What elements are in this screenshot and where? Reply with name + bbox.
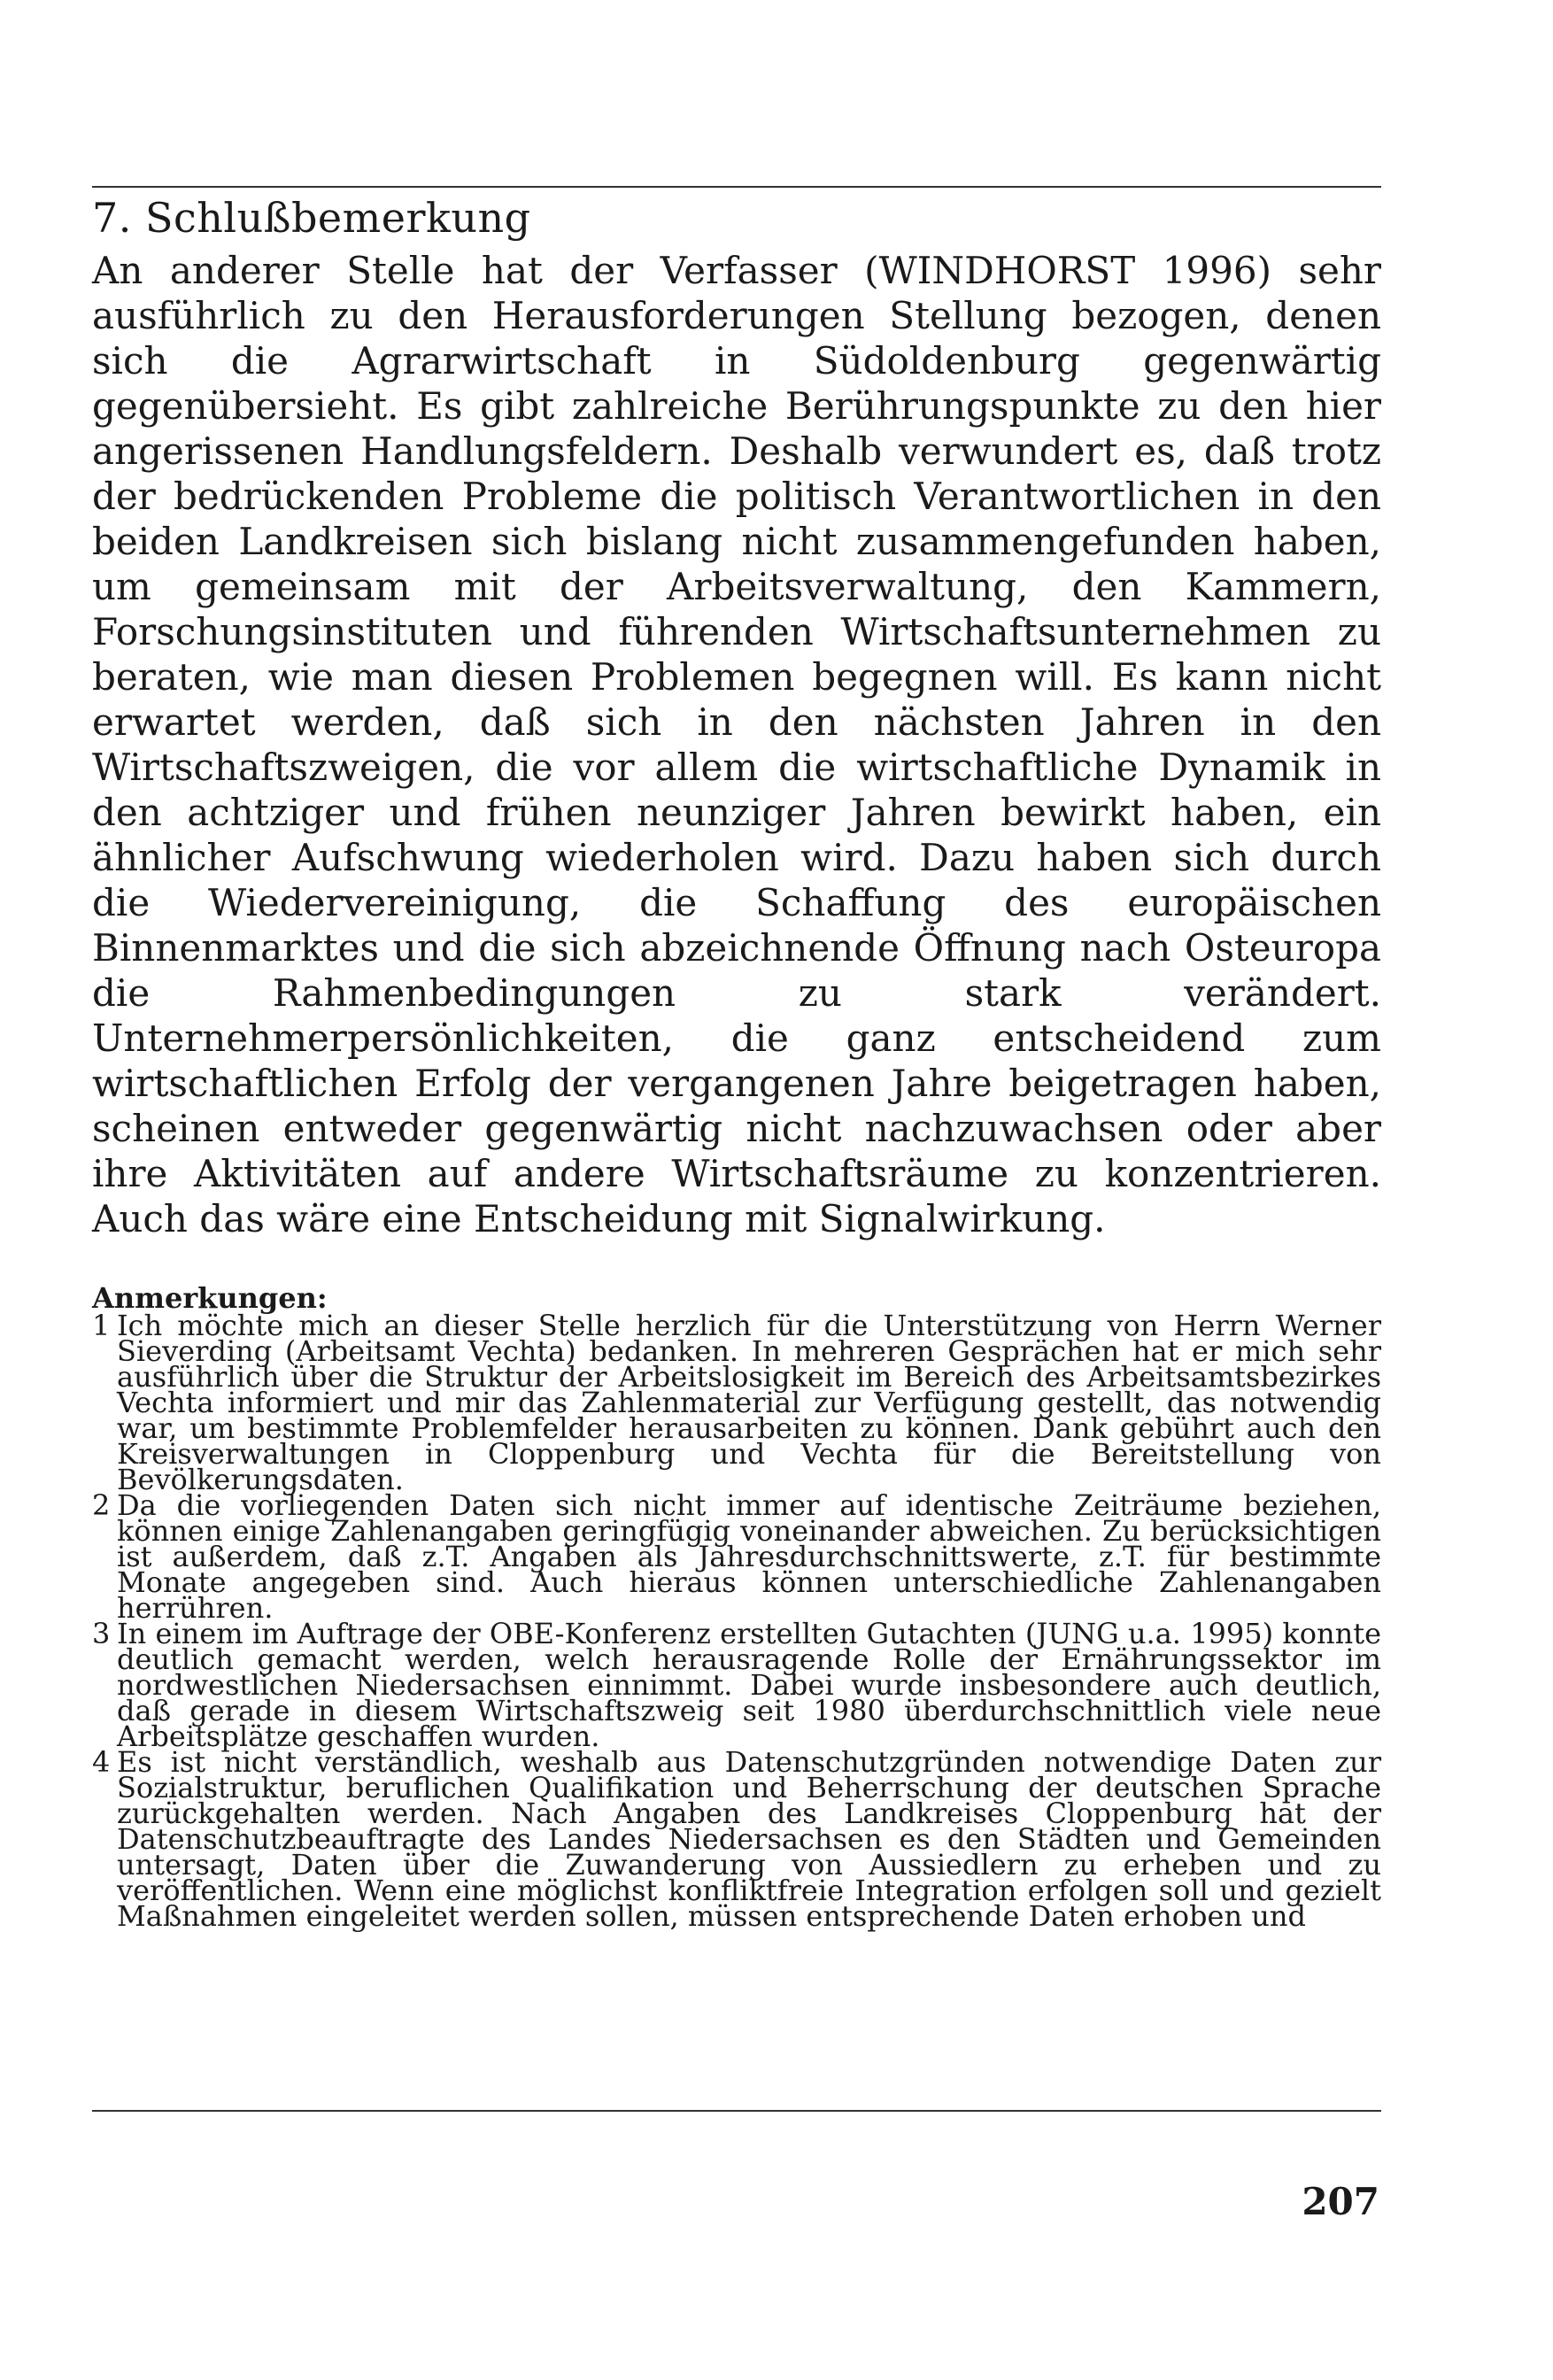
section-body-text: An anderer Stelle hat der Verfasser (WINDHORST 1996) sehr ausführlich zu den Herausforderungen Stellung bezogen, denen sich die Agrarwirtschaft in Südoldenburg gegenwärtig gegenübersieht. Es gibt zahlreiche Berührungspunkte zu den hier angerissenen Handlungsfeldern. Deshalb verwundert es, daß trotz der bedrückenden Probleme die politisch Verantwortlichen in den beiden Landkreisen sich bislang nicht zusammengefunden haben, um gemeinsam mit der Arbeitsverwaltung, den Kammern, Forschungsinstituten und führenden Wirtschaftsunternehmen zu beraten, wie man diesen Problemen begegnen will. Es kann nicht erwartet werden, daß sich in den nächsten Jahren in den Wirtschaftszweigen, die vor allem die wirtschaftliche Dynamik in den achtziger und frühen neunziger Jahren bewirkt haben, ein ähnlicher Aufschwung wiederholen wird. Dazu haben sich durch die Wiedervereinigung, die Schaffung des europäischen Binnenmarktes und die sich abzeichnende Öffnung nach Osteuropa die Rahmenbedingungen zu stark verändert. Unternehmerpersönlichkeiten, die ganz entscheidend zum wirtschaftlichen Erfolg der vergangenen Jahre beigetragen haben, scheinen entweder gegenwärtig nicht nachzuwachsen oder aber ihre Aktivitäten auf andere Wirtschaftsräume zu konzentrieren. Auch das wäre eine Entscheidung mit Signalwirkung. (92, 249, 1381, 1240)
section-title: 7. Schlußbemerkung (92, 194, 531, 242)
footnote-1 (92, 1309, 1381, 1496)
footnote-text: Ich möchte mich an dieser Stelle herzlich für die Unterstützung von Herrn Werner Sieverding (Arbeitsamt Vechta) bedanken. In mehreren Gesprächen hat er mich sehr ausführlich über die Struktur der Arbeitslosigkeit im Bereich des Arbeitsamtsbezirkes Vechta informiert und mir das Zahlenmaterial zur Verfügung gestellt, das notwendig war, um bestimmte Problemfelder herausarbeiten zu können. Dank gebührt auch den Kreisverwaltungen in Cloppenburg und Vechta für die Bereitstellung von Bevölkerungsdaten. (117, 1309, 1381, 1496)
footnote-4 (92, 1745, 1381, 1933)
footnote-number: 2 (92, 1488, 111, 1522)
page-number: 207 (1302, 2180, 1379, 2223)
footnotes-heading: Anmerkungen: (92, 1281, 328, 1315)
footnote-number: 3 (92, 1617, 111, 1650)
footnotes (92, 1281, 1381, 1933)
footnote-3 (92, 1617, 1381, 1753)
footnote-2 (92, 1488, 1381, 1625)
footnote-text: Es ist nicht verständlich, weshalb aus Datenschutzgründen notwendige Daten zur Sozialstruktur, beruflichen Qualifikation und Beherrschung der deutschen Sprache zurückgehalten werden. Nach Angaben des Landkreises Cloppenburg hat der Datenschutzbeauftragte des Landes Niedersachsen es den Städten und Gemeinden untersagt, Daten über die Zuwanderung von Aussiedlern zu erheben und zu veröffentlichen. Wenn eine möglichst konfliktfreie Integration erfolgen soll und gezielt Maßnahmen eingeleitet werden sollen, müssen entsprechende Daten erhoben und (117, 1745, 1381, 1933)
top-rule (92, 186, 1381, 188)
footnote-text: Da die vorliegenden Daten sich nicht immer auf identische Zeiträume beziehen, können einige Zahlenangaben geringfügig voneinander abweichen. Zu berücksichtigen ist außerdem, daß z.T. Angaben als Jahresdurchschnittswerte, z.T. für bestimmte Monate angegeben sind. Auch hieraus können unterschiedliche Zahlenangaben herrühren. (117, 1488, 1381, 1625)
bottom-rule (92, 2110, 1381, 2112)
footnote-number: 1 (92, 1309, 111, 1342)
footnote-number: 4 (92, 1745, 111, 1779)
footnote-text: In einem im Auftrage der OBE-Konferenz erstellten Gutachten (JUNG u.a. 1995) konnte deutlich gemacht werden, welch herausragende Rolle der Ernährungssektor im nordwestlichen Niedersachsen einnimmt. Dabei wurde insbesondere auch deutlich, daß gerade in diesem Wirtschaftszweig seit 1980 überdurchschnittlich viele neue Arbeitsplätze geschaffen wurden. (117, 1617, 1381, 1753)
